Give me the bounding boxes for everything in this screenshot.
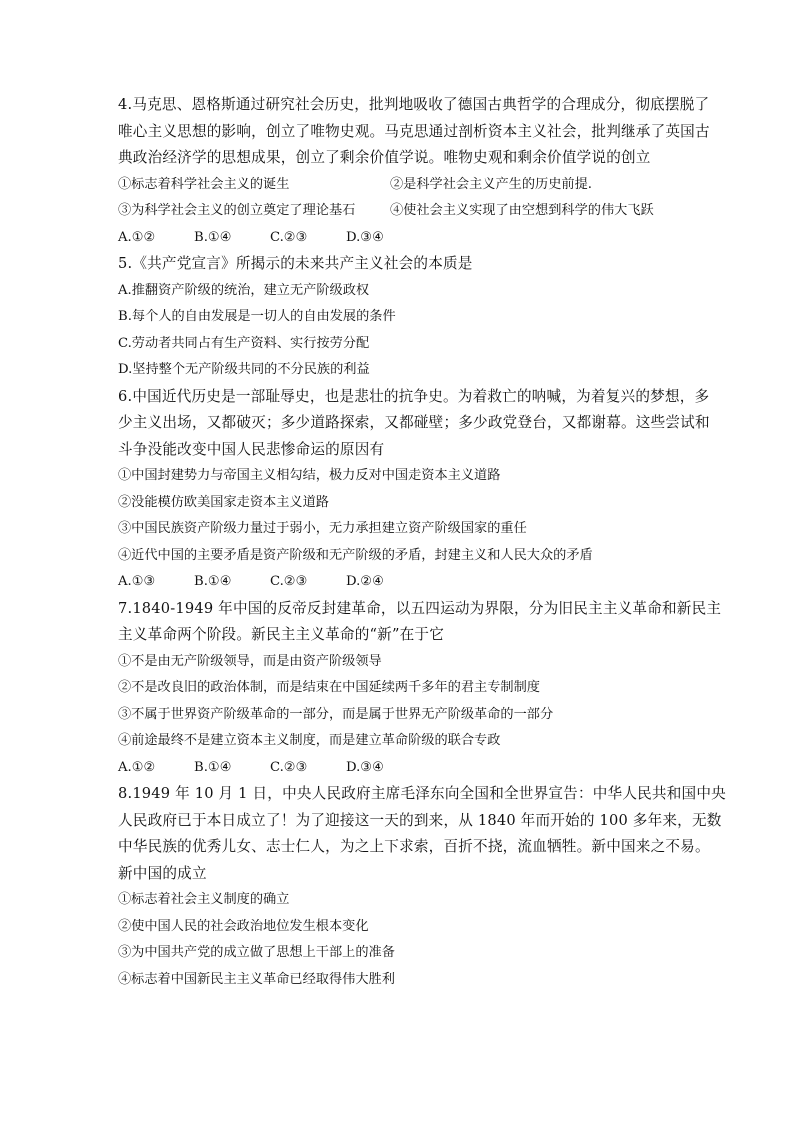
question-4-option-row [118,172,683,199]
question-7-option-2: ②不是改良旧的政治体制，而是结束在中国延续两千多年的君主专制制度 [118,680,540,695]
question-4-answers [118,225,683,252]
question-8-stem-line: 新中国的成立 [118,864,207,882]
answer-choice-a: A.①③ [118,574,156,589]
question-7-option-4: ④前途最终不是建立资本主义制度，而是建立革命阶级的联合专政 [118,733,501,748]
answer-choice-c: C.②③ [270,574,308,589]
exam-page [118,92,726,993]
question-6-answers [118,569,683,596]
question-4-stem-line: 4.马克思、恩格斯通过研究社会历史，批判地吸收了德国古典哲学的合理成分，彻底摆脱了 [118,96,710,113]
answer-choice-d: D.③④ [346,759,384,775]
question-7-answers [118,755,683,782]
question-8-stem-line: 人民政府已于本日成立了！为了迎接这一天的到来，从 1840 年而开始的 100 多年来，无数 [118,811,722,829]
question-4-option-row [118,198,683,225]
question-7 [118,596,722,782]
question-4-stem-line: 典政治经济学的思想成果，创立了剩余价值学说。唯物史观和剩余价值学说的创立 [118,149,651,166]
question-6-option-2: ②没能模仿欧美国家走资本主义道路 [118,494,329,510]
answer-choice-b: B.①④ [194,574,232,589]
question-5-choice-b: B.每个人的自由发展是一切人的自由发展的条件 [118,309,396,324]
question-5-stem-line: 5.《共产党宣言》所揭示的未来共产主义社会的本质是 [118,255,473,272]
question-5-choice-c: C.劳动者共同占有生产资料、实行按劳分配 [118,335,370,351]
question-4-option-2: ②是科学社会主义产生的历史前提. [390,176,593,192]
question-7-stem-line: 7.1840-1949 年中国的反帝反封建革命，以五四运动为界限，分为旧民主主义革命和新民主 [118,599,722,617]
question-6 [118,384,710,596]
question-6-stem-line: 少主义出场，又都破灭；多少道路探索，又都碰壁；多少政党登台，又都谢幕。这些尝试和 [118,414,710,431]
question-8-option-3: ③为中国共产党的成立做了思想上干部上的准备 [118,945,395,960]
answer-choice-d: D.②④ [346,574,384,589]
answer-choice-a: A.①② [118,759,156,775]
question-7-option-3: ③不属于世界资产阶级革命的一部分，而是属于世界无产阶级革命的一部分 [118,706,554,722]
question-7-stem-line: 主义革命两个阶段。新民主主义革命的“新”在于它 [118,626,444,643]
answer-choice-d: D.③④ [346,229,384,245]
question-8-option-1: ①标志着社会主义制度的确立 [118,892,290,907]
question-5-choice-d: D.坚持整个无产阶级共同的不分民族的利益 [118,362,370,377]
answer-choice-c: C.②③ [270,759,308,775]
question-4-option-1: ①标志着科学社会主义的诞生 [118,176,290,192]
question-6-stem-line: 斗争没能改变中国人民悲惨命运的原因有 [118,440,385,458]
answer-choice-a: A.①② [118,229,156,245]
answer-choice-c: C.②③ [270,229,308,245]
question-8 [118,781,726,993]
question-7-option-1: ①不是由无产阶级领导，而是由资产阶级领导 [118,653,382,669]
answer-choice-b: B.①④ [194,759,232,775]
question-4-option-4: ④使社会主义实现了由空想到科学的伟大飞跃 [390,203,654,218]
question-5-choice-a: A.推翻资产阶级的统治，建立无产阶级政权 [118,282,370,298]
question-6-stem-line: 6.中国近代历史是一部耻辱史，也是悲壮的抗争史。为着救亡的呐喊，为着复兴的梦想，多 [118,387,710,405]
question-8-option-2: ②使中国人民的社会政治地位发生根本变化 [118,918,369,934]
question-6-option-4: ④近代中国的主要矛盾是资产阶级和无产阶级的矛盾，封建主义和人民大众的矛盾 [118,547,593,563]
question-4 [118,92,710,251]
question-8-stem-line: 中华民族的优秀儿女、志士仁人，为之上下求索，百折不挠，流血牺牲。新中国来之不易。 [118,838,710,855]
question-8-option-4: ④标志着中国新民主主义革命已经取得伟大胜利 [118,971,395,987]
question-4-stem-line: 唯心主义思想的影响，创立了唯物史观。马克思通过剖析资本主义社会，批判继承了英国古 [118,122,710,140]
question-5 [118,251,683,384]
question-6-option-1: ①中国封建势力与帝国主义相勾结，极力反对中国走资本主义道路 [118,468,501,483]
question-8-stem-line: 8.1949 年 10 月 1 日，中央人民政府主席毛泽东向全国和全世界宣告：中华人民共和国中央 [118,785,726,802]
question-4-option-3: ③为科学社会主义的创立奠定了理论基石 [118,203,356,218]
answer-choice-b: B.①④ [194,229,232,245]
question-6-option-3: ③中国民族资产阶级力量过于弱小，无力承担建立资产阶级国家的重任 [118,521,527,536]
